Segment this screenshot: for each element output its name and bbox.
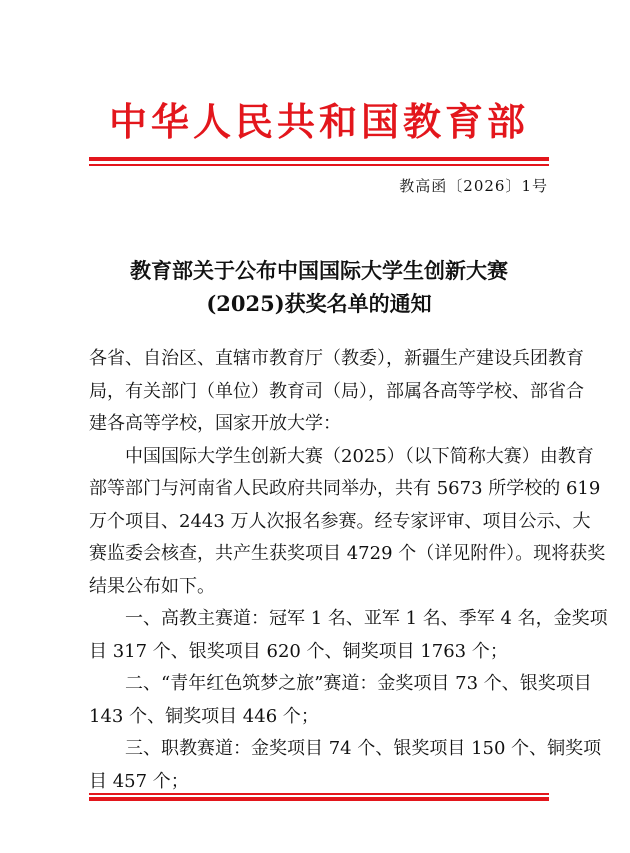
intro-line: 部等部门与河南省人民政府共同举办，共有 5673 所学校的 619 xyxy=(89,478,601,499)
document-number: 教高函〔2026〕1号 xyxy=(399,177,548,195)
intro-line: 赛监委会核查，共产生获奖项目 4729 个（详见附件）。现将获奖 xyxy=(89,543,606,564)
intro-line: 结果公布如下。 xyxy=(89,575,215,597)
item1-line: 一、高教主赛道：冠军 1 名、亚军 1 名、季军 4 名，金奖项 xyxy=(125,608,608,629)
item3-line: 目 457 个； xyxy=(89,770,189,792)
footer-rule-thick xyxy=(89,797,549,801)
addressee-line: 局，有关部门（单位）教育司（局），部属各高等学校、部省合 xyxy=(89,380,584,402)
intro-line: 中国国际大学生创新大赛（2025）（以下简称大赛）由教育 xyxy=(125,445,594,467)
document-body xyxy=(89,343,608,798)
addressee-line: 建各高等学校，国家开放大学： xyxy=(89,413,341,434)
footer-rule-thin xyxy=(89,793,549,795)
item3-line: 三、职教赛道：金奖项目 74 个、银奖项目 150 个、铜奖项 xyxy=(125,738,602,759)
document-title-line-2: (2025)获奖名单的通知 xyxy=(206,291,432,316)
item2-line: 143 个、铜奖项目 446 个； xyxy=(89,705,319,727)
header-rule-thick xyxy=(89,157,549,161)
document-title-line-1: 教育部关于公布中国国际大学生创新大赛 xyxy=(130,258,508,283)
addressee-line: 各省、自治区、直辖市教育厅（教委），新疆生产建设兵团教育 xyxy=(89,348,584,369)
item1-line: 目 317 个、银奖项目 620 个、铜奖项目 1763 个； xyxy=(89,640,508,662)
item2-line: 二、“青年红色筑梦之旅”赛道：金奖项目 73 个、银奖项目 xyxy=(125,673,592,694)
issuer-masthead: 中华人民共和国教育部 xyxy=(108,99,529,144)
intro-line: 万个项目、2443 万人次报名参赛。经专家评审、项目公示、大 xyxy=(89,510,591,532)
header-rule-thin xyxy=(89,164,549,166)
